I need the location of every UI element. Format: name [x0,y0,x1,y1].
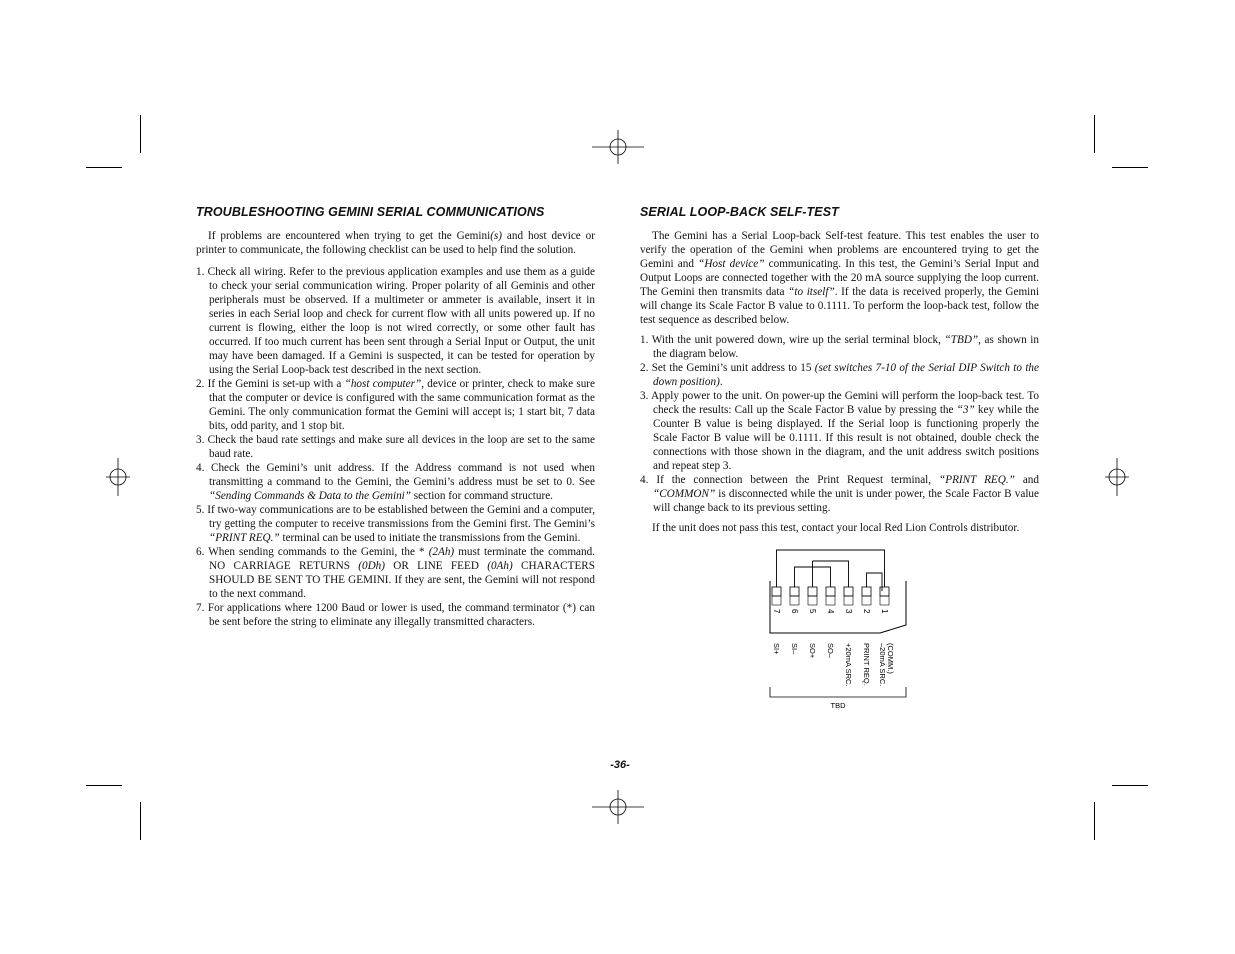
list-item: 4. If the connection between the Print Request terminal, “PRINT REQ.” and “COMMON” is disconnected while the unit is under power, the Scale Factor B value will change back to its previous setting. [640,474,1039,514]
loop-back-section [640,205,1039,535]
crop-mark [1094,802,1095,840]
jumper-wires [777,550,885,591]
terminal-number: 4 [826,609,835,614]
terminal-5 [808,587,817,596]
terminal-numbers [772,609,889,614]
terminal-number: 2 [862,609,871,614]
list-item: 3. Check the baud rate settings and make sure all devices in the loop are set to the same baud rate. [196,434,595,460]
registration-mark-icon [592,790,644,824]
registration-mark-icon [1105,458,1129,496]
list-item: 2. Set the Gemini’s unit address to 15 (set switches 7-10 of the Serial DIP Switch to the down position). [640,362,1039,388]
intro-paragraph: The Gemini has a Serial Loop-back Self-test feature. This test enables the user to verify the operation of the Gemini when problems are encountered trying to get the Gemini and “Host device” communicating. In this test, the Gemini’s Serial Input and Output Loops are connected together with the 20 mA source supplying the loop current. The Gemini then transmits data “to itself”. If the data is received properly, the Gemini will change its Scale Factor B value to 0.1111. To perform the loop-back test, follow the test sequence as described below. [640,230,1039,326]
crop-mark [140,802,141,840]
terminal-label: (COMM.) [886,643,895,674]
intro-paragraph: If problems are encountered when trying to get the Gemini(s) and host device or printer to communicate, the following checklist can be used to help find the solution. [196,230,595,256]
crop-mark [1112,167,1148,168]
footer-note: If the unit does not pass this test, contact your local Red Lion Controls distributor. [652,522,1020,534]
terminal-number: 3 [844,609,853,614]
troubleshooting-section [196,205,595,629]
crop-mark [1112,785,1148,786]
block-label: TBD [830,701,846,710]
terminal-2 [862,587,871,596]
wiring-diagram [760,547,920,712]
terminal-number: 1 [880,609,889,614]
terminal-label: SI– [790,643,799,655]
terminal-label: SI+ [772,643,781,655]
terminal-7 [772,587,781,596]
terminal-block-diagram [760,547,920,712]
terminal-label: SO– [826,643,835,659]
terminal-label: +20mA SRC. [844,643,853,687]
terminal-label: PRINT REQ. [862,643,871,686]
terminal-number: 6 [790,609,799,614]
list-item: 2. If the Gemini is set-up with a “host computer”, device or printer, check to make sure that the computer or device is configured with the same communication format as the Gemini. The only communication format the Gemini will accept is; 1 start bit, 7 data bits, odd parity, and 1 stop bit. [196,378,595,432]
registration-mark-icon [592,130,644,164]
terminal-number: 5 [808,609,817,614]
crop-mark [86,785,122,786]
registration-mark-icon [106,458,130,496]
section-title: TROUBLESHOOTING GEMINI SERIAL COMMUNICATIONS [196,205,545,219]
section-title: SERIAL LOOP-BACK SELF-TEST [640,205,839,219]
list-item: 1. Check all wiring. Refer to the previous application examples and use them as a guide to check your serial communication wiring. Proper polarity of all Geminis and other peripherals must be observed. If a multimeter or ammeter is available, insert it in series in each Serial loop and check for current flow with all units powered up. If no current is flowing, either the loop is not wired correctly, or some other fault has occurred. If too much current has been sent through a Serial Input or Output, the unit may have been damaged. If a Gemini is suspected, it can be tested for operation by using the Serial Loop-back test described in the next section. [196,266,595,376]
terminal-4 [826,587,835,596]
terminal-number: 7 [772,609,781,614]
page-number: -36- [610,759,630,771]
crop-mark [140,115,141,153]
terminal-3 [844,587,853,596]
list-item: 4. Check the Gemini’s unit address. If the Address command is not used when transmitting a command to the Gemini, the Gemini’s address must be set to 0. See “Sending Commands & Data to the Gemini” section for command structure. [196,462,595,502]
terminal-label: SO+ [808,643,817,659]
terminal-block-outline [770,581,906,633]
checklist [196,265,595,629]
terminal-6 [790,587,799,596]
terminal-labels [772,643,895,687]
terminal-label: –20mA SRC. [878,643,887,687]
terminals [772,587,889,605]
list-item: 6. When sending commands to the Gemini, the * (2Ah) must terminate the command. NO CARRIAGE RETURNS (0Dh) OR LINE FEED (0Ah) CHARACTERS SHOULD BE SENT TO THE GEMINI. If they are sent, the Gemini will not respond to the next command. [196,546,595,600]
crop-mark [1094,115,1095,153]
terminal-1 [880,587,889,596]
list-item: 7. For applications where 1200 Baud or lower is used, the command terminator (*) can be sent before the string to eliminate any illegally transmitted characters. [196,602,595,628]
list-item: 5. If two-way communications are to be established between the Gemini and a computer, try getting the computer to receive transmissions from the Gemini first. The Gemini’s “PRINT REQ.” terminal can be used to initiate the transmissions from the Gemini. [196,504,595,544]
list-item: 1. With the unit powered down, wire up the serial terminal block, “TBD”, as shown in the diagram below. [640,334,1039,360]
list-item: 3. Apply power to the unit. On power-up the Gemini will perform the loop-back test. To check the results: Call up the Scale Factor B value by pressing the “3” key while the Counter B value is being displayed. If the Serial loop is functioning properly the Scale Factor B value will be 0.1111. If this result is not obtained, double check the connections with those shown in the diagram, and the unit address switch positions and repeat step 3. [640,390,1039,472]
crop-mark [86,167,122,168]
tbd-bracket [770,687,906,697]
test-steps [640,333,1039,515]
